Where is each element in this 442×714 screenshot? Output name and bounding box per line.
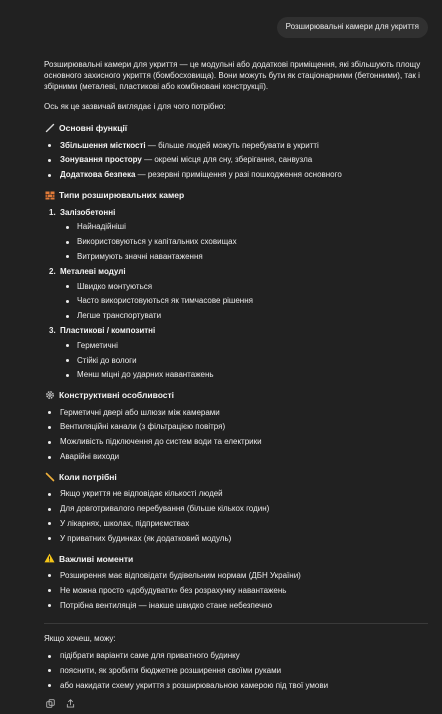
list-item: Аварійні виходи [44,452,432,463]
offer-list [44,651,432,691]
offer-lead: Якщо хочеш, можу: [44,634,116,644]
list-item: Витримують значні навантаження [60,252,432,263]
divider [44,623,428,624]
important-list [44,571,432,611]
list-item: Вентиляційні канали (з фільтрацією повітря) [44,422,432,433]
list-item: Додаткова безпека — резервні приміщення у разі пошкодження основного [44,170,432,181]
section-when [44,472,432,545]
list-item: Легше транспортувати [60,311,432,322]
construction-list [44,408,432,463]
type-item: 3. Пластикові / композитні Герметичні Стійкі до вологи Менш міцні до ударних навантажень [44,326,432,381]
intro-paragraph: Розширювальні камери для укриття — це модульні або додаткові приміщення, які збільшують площу основного захисного укриття (бомбосховища). Вони можуть бути як стаціонарними (бетонними), так і збірними (металеві, пластикові або комбіновані конструкції). [44,60,421,91]
section-functions-heading: Основні функції [44,123,432,135]
list-item: Для довготривалого перебування (більше кількох годин) [44,504,432,515]
list-item: Герметичні [60,341,432,352]
list-item: У лікарнях, школах, підприємствах [44,519,432,530]
section-functions [44,123,432,181]
user-message-bubble: Розширювальні камери для укриття [277,17,428,38]
list-item: Стійкі до вологи [60,356,432,367]
list-item: Часто використовуються як тимчасове рішення [60,296,432,307]
section-types-heading: Типи розширювальних камер [44,190,432,201]
list-item: Швидко монтуються [60,282,432,293]
list-item: або накидати схему укриття з розширювальною камерою під твої умови [44,681,432,692]
ruler-icon [44,123,55,135]
section-construction [44,390,432,463]
list-item: Не можна просто «добудувати» без розрахунку навантажень [44,586,432,597]
gear-icon [44,390,55,402]
share-icon[interactable] [64,698,76,710]
list-item: Розширення має відповідати будівельним нормам (ДБН України) [44,571,432,582]
copy-icon[interactable] [44,698,56,710]
list-item: Герметичні двері або шлюзи між камерами [44,408,432,419]
section-construction-heading: Конструктивні особливості [44,390,432,402]
when-list [44,489,432,544]
type-item: 2. Металеві модулі Швидко монтуються Часто використовуються як тимчасове рішення Легше транспортувати [44,267,432,322]
functions-list [44,141,432,181]
list-item: Можливість підключення до систем води та електрики [44,437,432,448]
list-item: Якщо укриття не відповідає кількості людей [44,489,432,500]
lead-text: Ось як це зазвичай виглядає і для чого потрібно: [44,102,226,112]
warning-icon [44,553,55,565]
list-item: Менш міцні до ударних навантажень [60,370,432,381]
message-actions [44,698,432,710]
list-item: У приватних будинках (як додатковий модуль) [44,534,432,545]
pencil-icon [44,472,55,484]
assistant-response [44,60,432,710]
list-item: Потрібна вентиляція — інакше швидко стане небезпечно [44,601,432,612]
section-types [44,190,432,381]
bricks-icon [44,191,55,202]
types-list [44,208,432,382]
section-when-heading: Коли потрібні [44,472,432,484]
list-item: Найнадійніші [60,222,432,233]
section-important [44,553,432,611]
type-item: 1. Залізобетонні Найнадійніші Використовуються у капітальних сховищах Витримують значні навантаження [44,208,432,263]
list-item: пояснити, як зробити бюджетне розширення своїми руками [44,666,432,677]
list-item: Збільшення місткості — більше людей можуть перебувати в укритті [44,141,432,152]
list-item: підібрати варіанти саме для приватного будинку [44,651,432,662]
list-item: Використовуються у капітальних сховищах [60,237,432,248]
section-important-heading: Важливі моменти [44,553,432,565]
list-item: Зонування простору — окремі місця для сну, зберігання, санвузла [44,155,432,166]
